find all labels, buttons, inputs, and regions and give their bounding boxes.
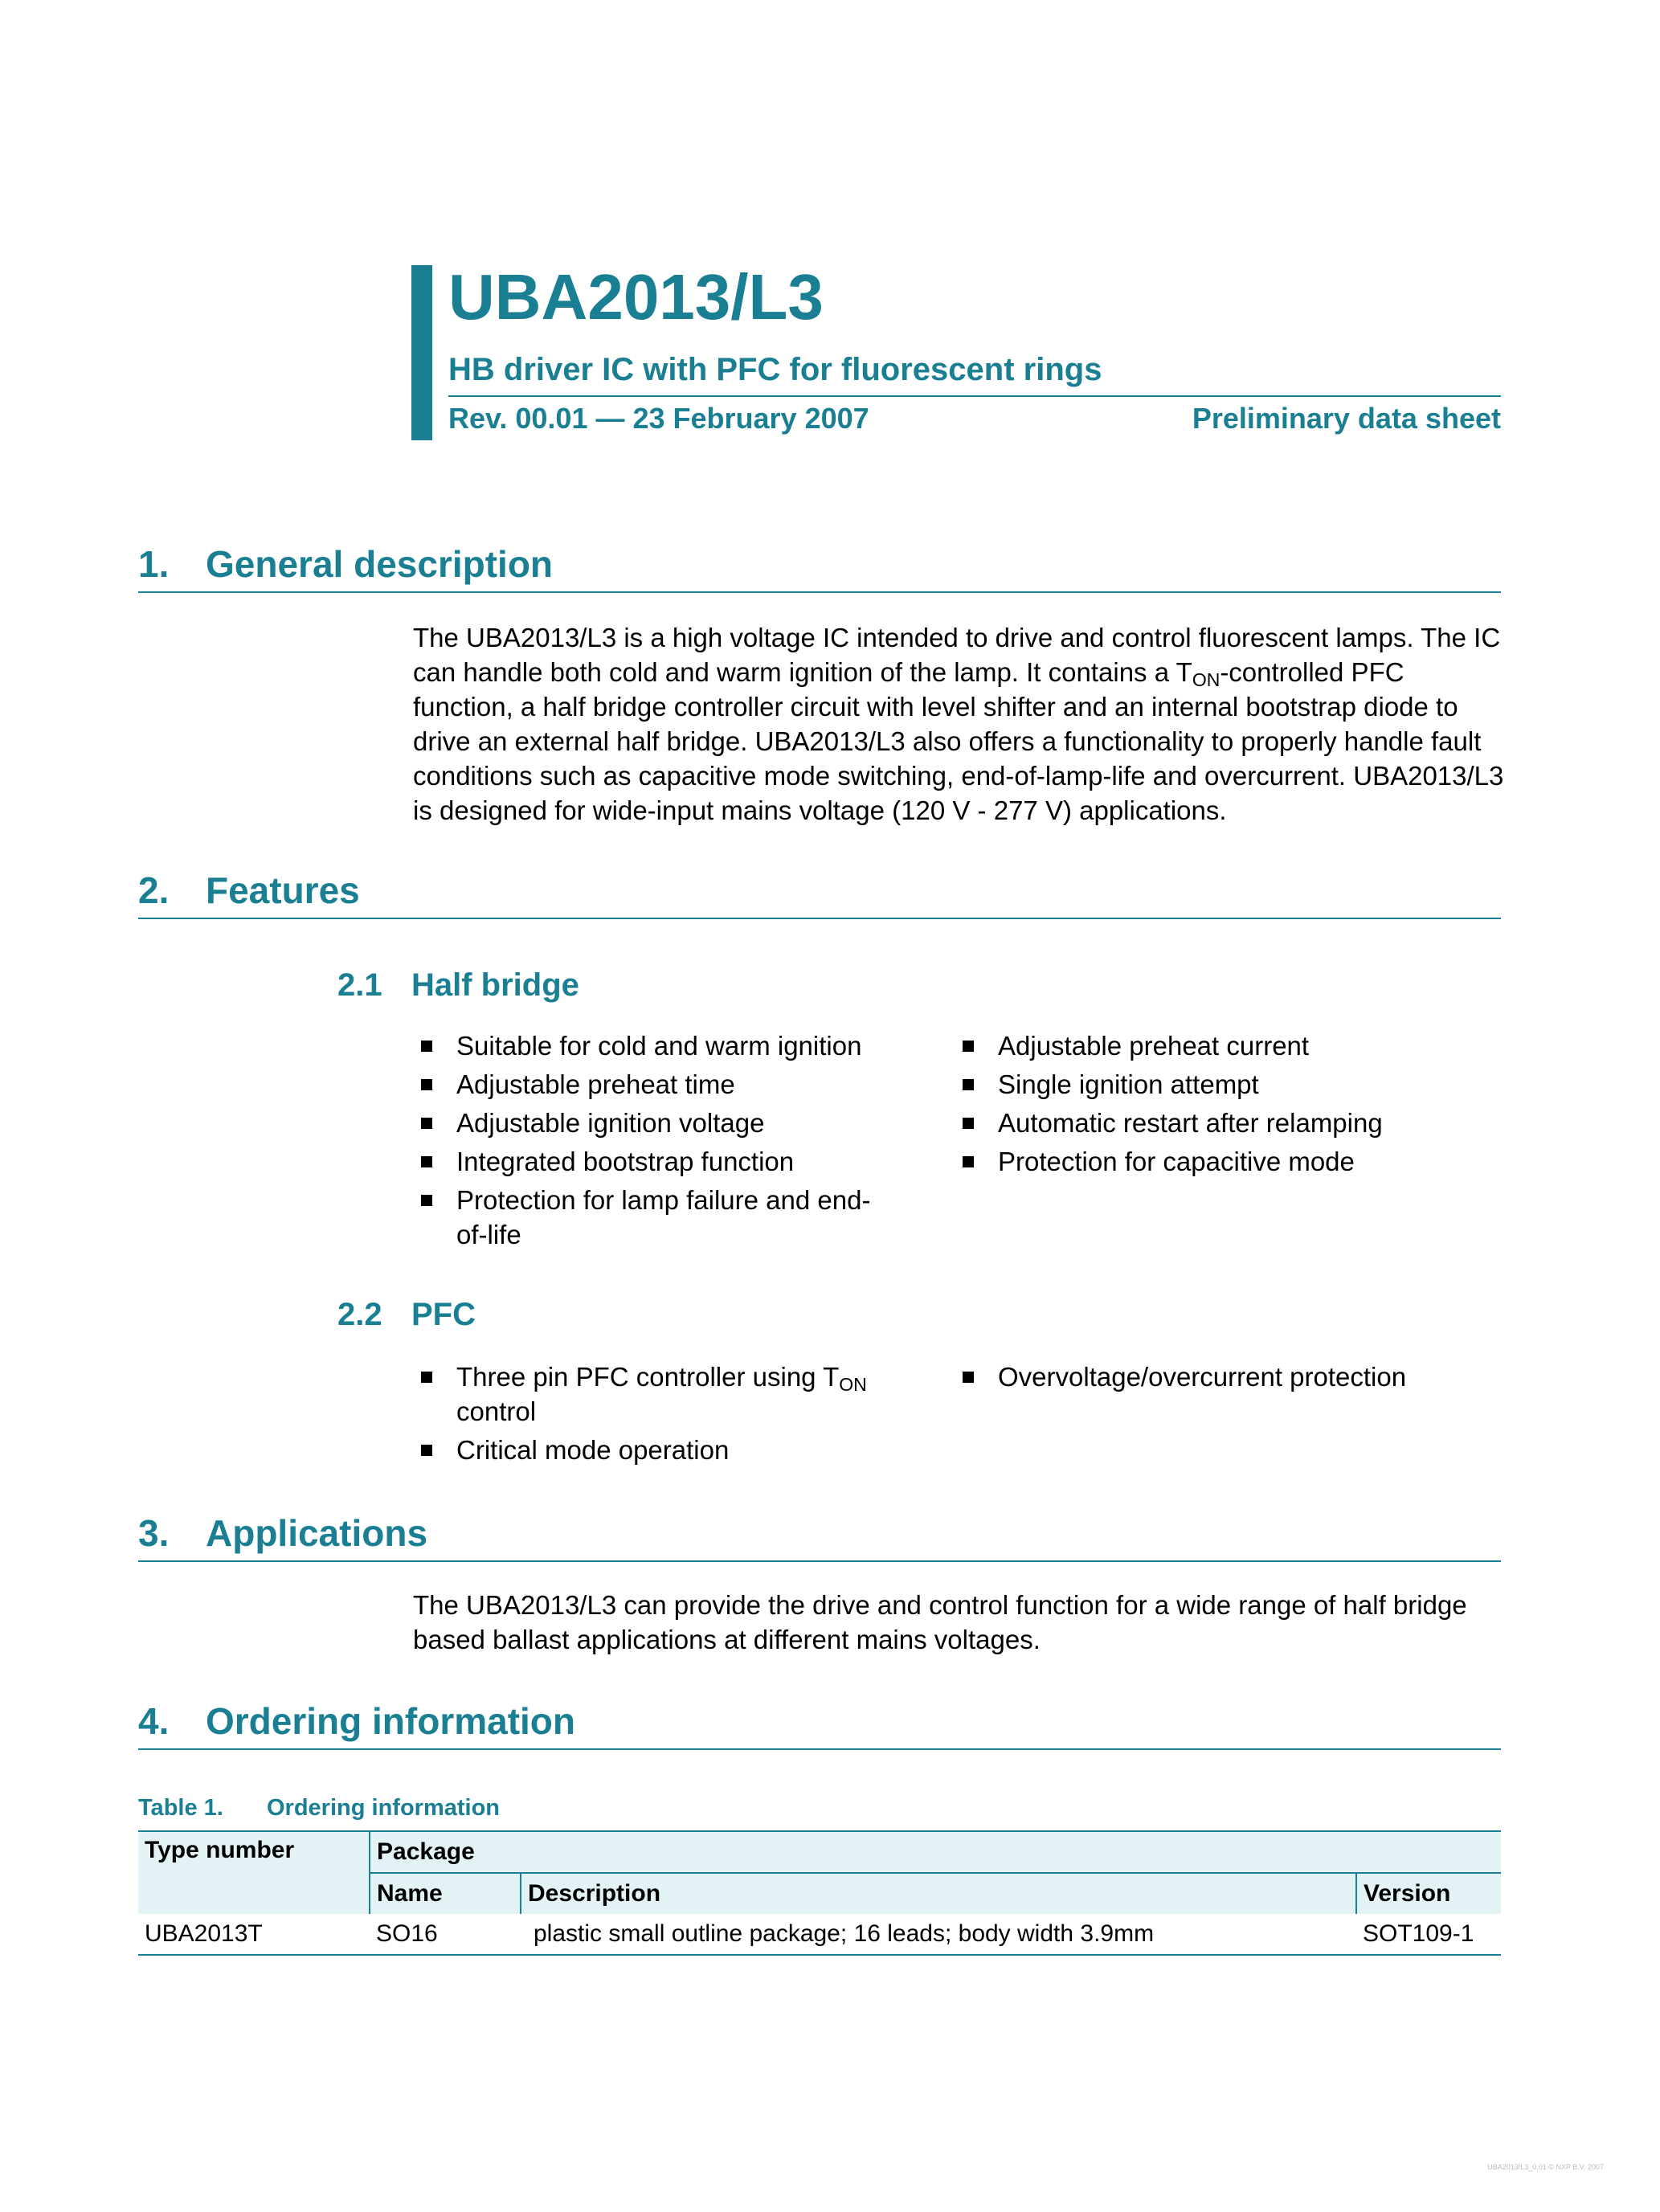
half-bridge-feature-list-left	[413, 1028, 887, 1256]
header-description: Description	[521, 1873, 1356, 1914]
general-description-text: The UBA2013/L3 is a high voltage IC intended to drive and control fluorescent lamps. The IC can handle both cold and warm ignition of the lamp. It contains a $T_{ON}$-controlled PFC function, a half bridge controller circuit with level shifter and an internal bootstrap diode to drive an external half bridge. UBA2013/L3 also offers a functionality to properly handle fault conditions such as capacitive mode switching, end-of-lamp-life and overcurrent. UBA2013/L3 is designed for wide-input mains voltage (120 V - 277 V) applications.	[413, 623, 1504, 825]
bullet-square-icon	[421, 1195, 432, 1206]
document-subtitle: HB driver IC with PFC for fluorescent rings	[448, 352, 1102, 387]
section-divider	[138, 918, 1501, 919]
list-item: Overvoltage/overcurrent protection	[955, 1360, 1501, 1394]
pfc-feature-list-right	[955, 1360, 1501, 1398]
table-title: Ordering information	[267, 1795, 500, 1821]
pfc-feature-list-left	[413, 1360, 887, 1471]
document-title: UBA2013/L3	[448, 261, 824, 333]
cell-description: plastic small outline package; 16 leads; body width 3.9mm	[521, 1914, 1356, 1955]
list-item: Adjustable preheat time	[413, 1067, 887, 1102]
header-name: Name	[370, 1873, 521, 1914]
bullet-square-icon	[421, 1041, 432, 1052]
header-version: Version	[1356, 1873, 1501, 1914]
bullet-square-icon	[421, 1118, 432, 1129]
list-item: Single ignition attempt	[955, 1067, 1501, 1102]
ordering-information-table	[138, 1830, 1501, 1956]
list-item: Adjustable preheat current	[955, 1028, 1501, 1063]
table-label: Table 1.	[138, 1795, 223, 1821]
bullet-square-icon	[421, 1079, 432, 1090]
bullet-square-icon	[963, 1156, 974, 1167]
list-item: Three pin PFC controller using $T_{ON}$ control	[413, 1360, 887, 1429]
section-number: 3.	[138, 1512, 170, 1554]
bullet-square-icon	[421, 1372, 432, 1383]
cell-name: SO16	[370, 1914, 521, 1955]
title-accent-bar	[411, 265, 432, 440]
section-divider	[138, 1748, 1501, 1750]
section-number: 4.	[138, 1700, 170, 1742]
half-bridge-feature-list-right	[955, 1028, 1501, 1183]
bullet-square-icon	[963, 1041, 974, 1052]
list-item: Protection for lamp failure and end-of-life	[413, 1183, 887, 1252]
header-type-number: Type number	[138, 1831, 370, 1914]
bullet-square-icon	[963, 1372, 974, 1383]
list-item: Critical mode operation	[413, 1433, 887, 1467]
list-item: Automatic restart after relamping	[955, 1106, 1501, 1140]
section-divider	[138, 591, 1501, 593]
cell-version: SOT109-1	[1356, 1914, 1501, 1955]
section-divider	[138, 1560, 1501, 1562]
section-title: Ordering information	[206, 1700, 575, 1742]
list-item: Integrated bootstrap function	[413, 1144, 887, 1179]
revision-line: Rev. 00.01 — 23 February 2007	[448, 402, 869, 435]
document-type: Preliminary data sheet	[1192, 402, 1501, 435]
section-title: Features	[206, 869, 360, 911]
section-number: 1.	[138, 543, 170, 585]
section-title: General description	[206, 543, 554, 585]
subsection-title: Half bridge	[411, 967, 579, 1003]
bullet-square-icon	[963, 1079, 974, 1090]
subsection-number: 2.2	[337, 1297, 382, 1332]
cell-type-number: UBA2013T	[138, 1914, 370, 1955]
section-number: 2.	[138, 869, 170, 911]
applications-text: The UBA2013/L3 can provide the drive and control function for a wide range of half bridge based ballast applications at different mains voltages.	[413, 1590, 1467, 1654]
section-title: Applications	[206, 1512, 428, 1554]
table-row	[138, 1914, 1501, 1955]
list-item: Protection for capacitive mode	[955, 1144, 1501, 1179]
list-item: Adjustable ignition voltage	[413, 1106, 887, 1140]
bullet-square-icon	[421, 1156, 432, 1167]
bullet-square-icon	[421, 1445, 432, 1456]
header-package: Package	[370, 1831, 1501, 1873]
bullet-square-icon	[963, 1118, 974, 1129]
subsection-number: 2.1	[337, 967, 382, 1003]
footer-note: UBA2013/L3_0.01 © NXP B.V. 2007	[1487, 2163, 1604, 2171]
list-item: Suitable for cold and warm ignition	[413, 1028, 887, 1063]
subsection-title: PFC	[411, 1297, 476, 1332]
